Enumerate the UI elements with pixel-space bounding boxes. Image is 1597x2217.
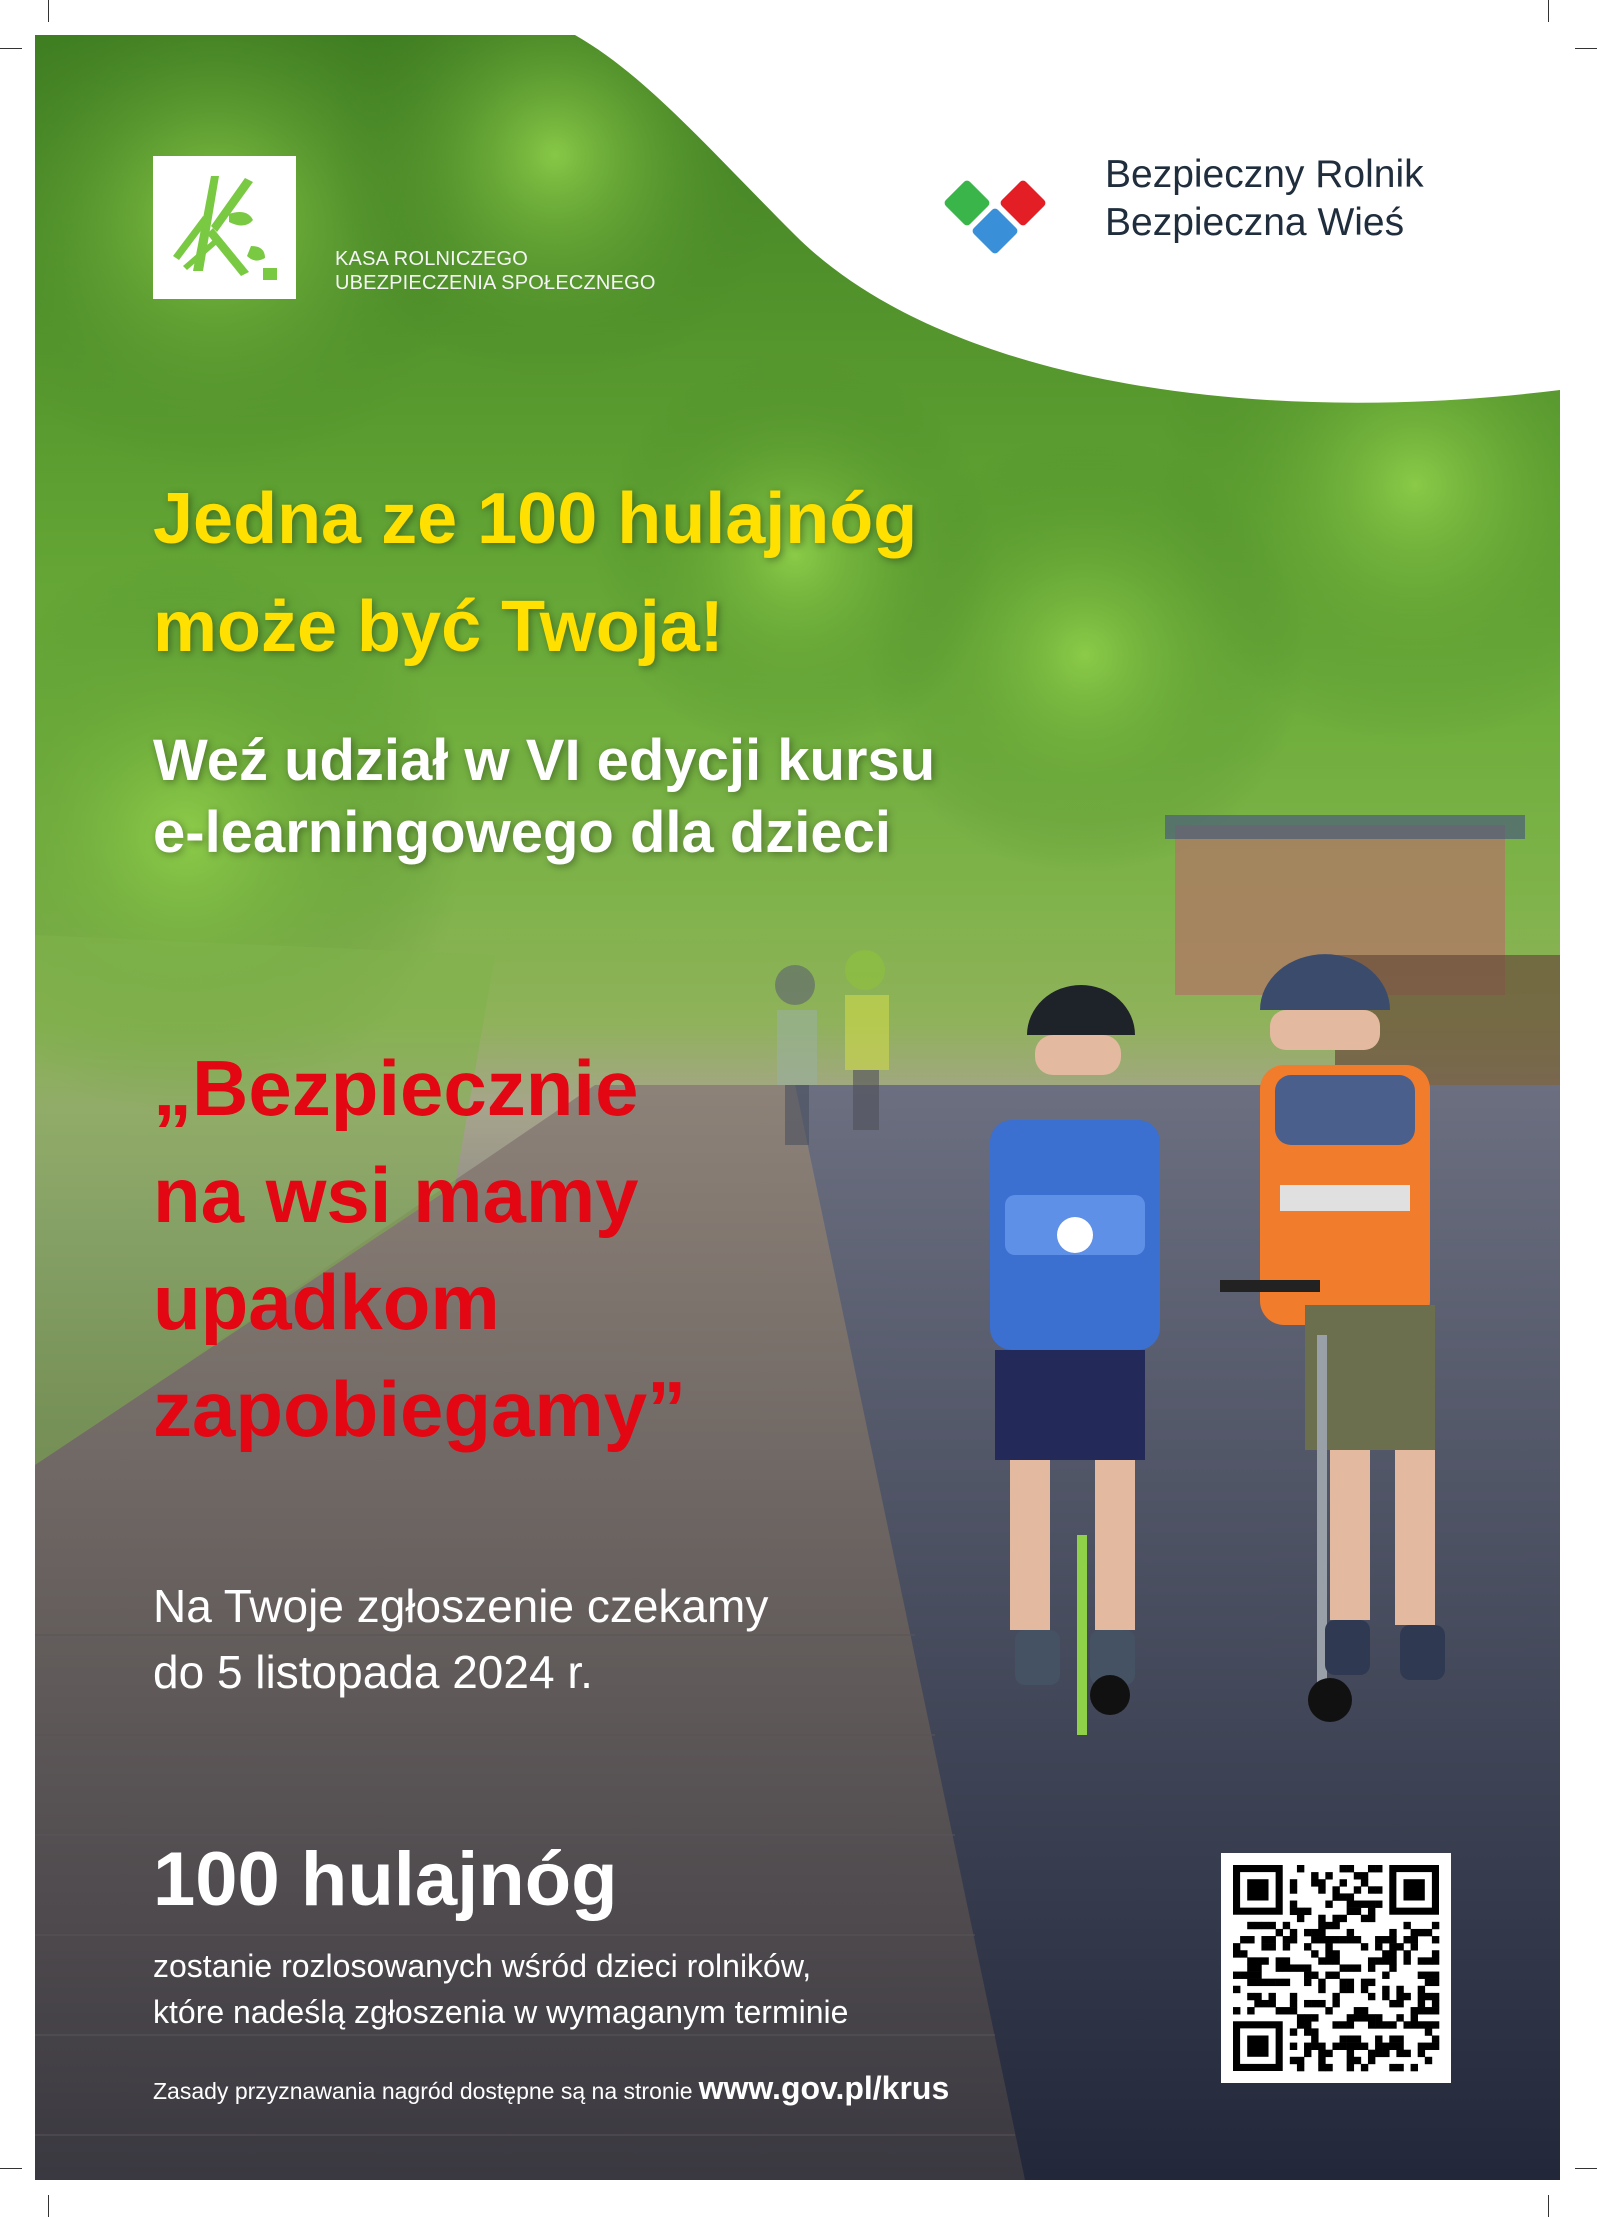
campaign-title [153, 1035, 686, 1463]
brand-diamond-logo [942, 156, 1054, 268]
poster [35, 35, 1560, 2180]
headline-line1: Jedna ze 100 hulajnóg [153, 479, 918, 559]
campaign-title-line3: upadkom [153, 1258, 500, 1346]
rules-text: Zasady przyznawania nagród dostępne są na stronie [153, 2078, 693, 2104]
rules-url-link[interactable]: www.gov.pl/krus [698, 2070, 950, 2106]
crop-mark [1548, 0, 1549, 22]
prize-count: 100 hulajnóg [153, 1837, 618, 1922]
subheadline-line1: Weź udział w VI edycji kursu [153, 728, 936, 793]
crop-mark [1548, 2195, 1549, 2217]
campaign-title-line1: „Bezpiecznie [153, 1044, 639, 1132]
brand-name [1105, 151, 1424, 247]
deadline-text [153, 1573, 768, 1705]
krus-logo [153, 156, 296, 299]
prize-description-line2: które nadeślą zgłoszenia w wymaganym terminie [153, 1994, 849, 2030]
crop-mark [1575, 2168, 1597, 2169]
brand-line1: Bezpieczny Rolnik [1105, 153, 1424, 196]
campaign-title-line4: zapobiegamy” [153, 1365, 687, 1453]
krus-name [335, 247, 656, 295]
headline-line2: może być Twoja! [153, 587, 724, 667]
crop-mark [1575, 48, 1597, 49]
krus-logo-mark [153, 156, 296, 299]
qr-code-pattern [1221, 1853, 1451, 2083]
crop-mark [0, 48, 22, 49]
crop-mark [48, 0, 49, 22]
crop-mark [48, 2195, 49, 2217]
headline [153, 465, 917, 681]
deadline-line1: Na Twoje zgłoszenie czekamy [153, 1580, 769, 1632]
deadline-line2: do 5 listopada 2024 r. [153, 1646, 593, 1698]
krus-name-line2: UBEZPIECZENIA SPOŁECZNEGO [335, 272, 656, 294]
qr-code[interactable] [1221, 1853, 1451, 2083]
rules-note [153, 2068, 949, 2111]
krus-name-line1: KASA ROLNICZEGO [335, 248, 529, 270]
crop-mark [0, 2168, 22, 2169]
prize-description-line1: zostanie rozlosowanych wśród dzieci rolników, [153, 1948, 812, 1984]
prize-description [153, 1943, 848, 2035]
brand-line2: Bezpieczna Wieś [1105, 201, 1405, 244]
subheadline [153, 725, 935, 869]
campaign-title-line2: na wsi mamy [153, 1151, 639, 1239]
subheadline-line2: e-learningowego dla dzieci [153, 800, 892, 865]
